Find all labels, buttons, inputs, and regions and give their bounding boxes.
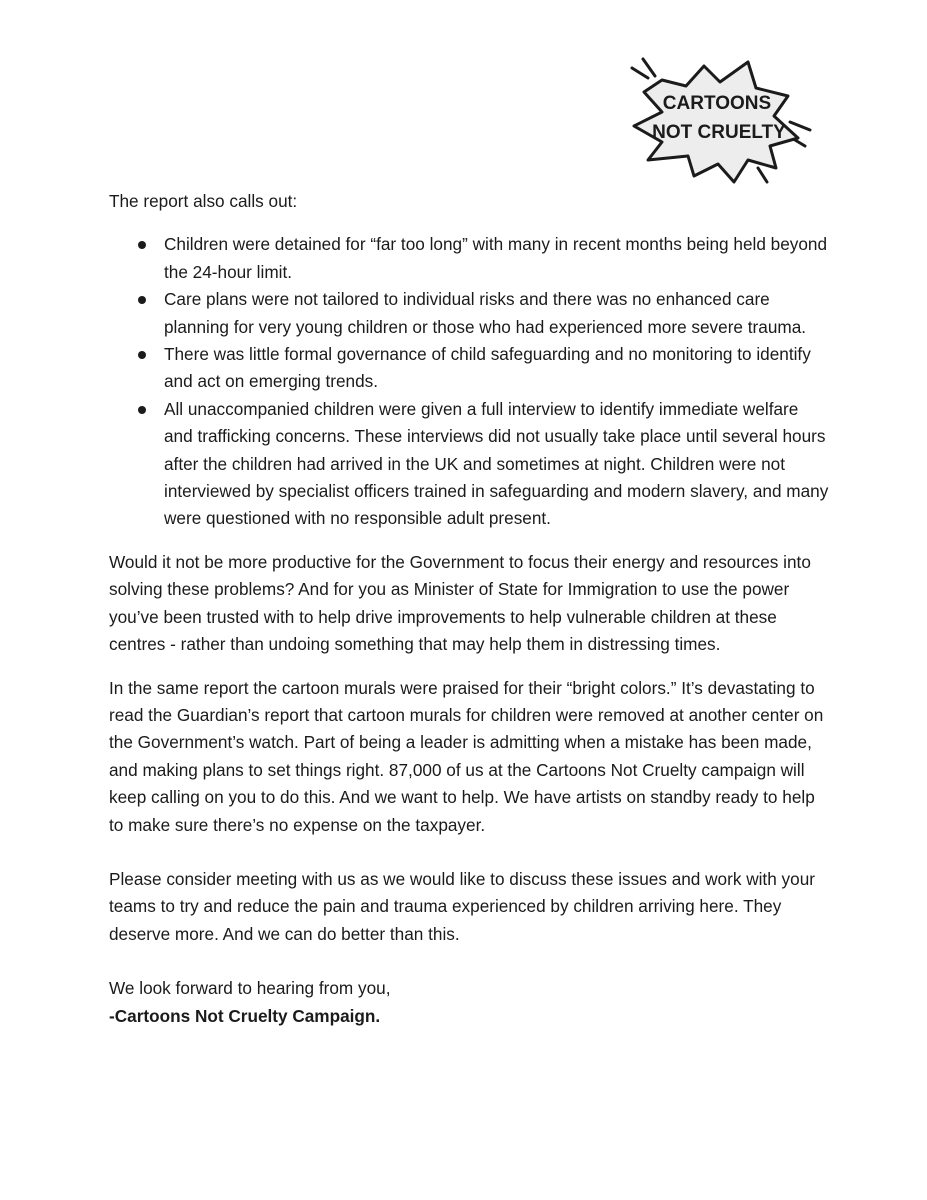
- spacer: [109, 948, 829, 975]
- signature: -Cartoons Not Cruelty Campaign.: [109, 1005, 381, 1026]
- cartoons-not-cruelty-logo: [622, 54, 817, 189]
- letter-body: [109, 188, 829, 1030]
- list-item: [109, 341, 829, 396]
- closing-line: We look forward to hearing from you,: [109, 978, 391, 999]
- paragraph-murals: In the same report the cartoon murals were praised for their “bright colors.” It’s devastating to read the Guardian’s report that cartoon murals for children were removed at another center on the Government’s watch. Part of being a leader is admitting when a mistake has been made, and making plans to set things right. 87,000 of us at the Cartoons Not Cruelty campaign will keep calling on you to do this. And we want to help. We have artists on standby ready to help to make sure there’s no expense on the taxpayer.: [109, 677, 824, 835]
- bullet-dot-icon: [138, 296, 146, 304]
- list-item: [109, 231, 829, 286]
- spacer: [109, 839, 829, 866]
- findings-list: [109, 231, 829, 532]
- paragraph-meeting-request: Please consider meeting with us as we would like to discuss these issues and work with your teams to try and reduce the pain and trauma experienced by children arriving here. They deserve more. And we can do better than this.: [109, 868, 815, 944]
- bullet-dot-icon: [138, 406, 146, 414]
- list-item-text: Care plans were not tailored to individual risks and there was no enhanced care planning for very young children or those who had experienced more severe trauma.: [164, 289, 807, 337]
- intro-line: The report also calls out:: [109, 191, 298, 211]
- logo-text-line2: NOT CRUELTY: [652, 122, 786, 143]
- logo-text-line1: CARTOONS: [662, 93, 772, 114]
- list-item: [109, 396, 829, 533]
- list-item: [109, 286, 829, 341]
- list-item-text: All unaccompanied children were given a full interview to identify immediate welfare and trafficking concerns. These interviews did not usually take place until several hours after the children had arrived in the UK and sometimes at night. Children were not interviewed by specialist officers trained in safeguarding and modern slavery, and many were questioned with no responsible adult present.: [164, 398, 829, 529]
- bullet-dot-icon: [138, 351, 146, 359]
- paragraph-government-focus: Would it not be more productive for the Government to focus their energy and resources into solving these problems? And for you as Minister of State for Immigration to use the power you’ve been trusted with to help drive improvements to help vulnerable children at these centres - rather than undoing something that may help them in distressing times.: [109, 551, 811, 655]
- bullet-dot-icon: [138, 241, 146, 249]
- list-item-text: Children were detained for “far too long” with many in recent months being held beyond the 24-hour limit.: [164, 234, 828, 282]
- list-item-text: There was little formal governance of child safeguarding and no monitoring to identify and act on emerging trends.: [164, 344, 811, 392]
